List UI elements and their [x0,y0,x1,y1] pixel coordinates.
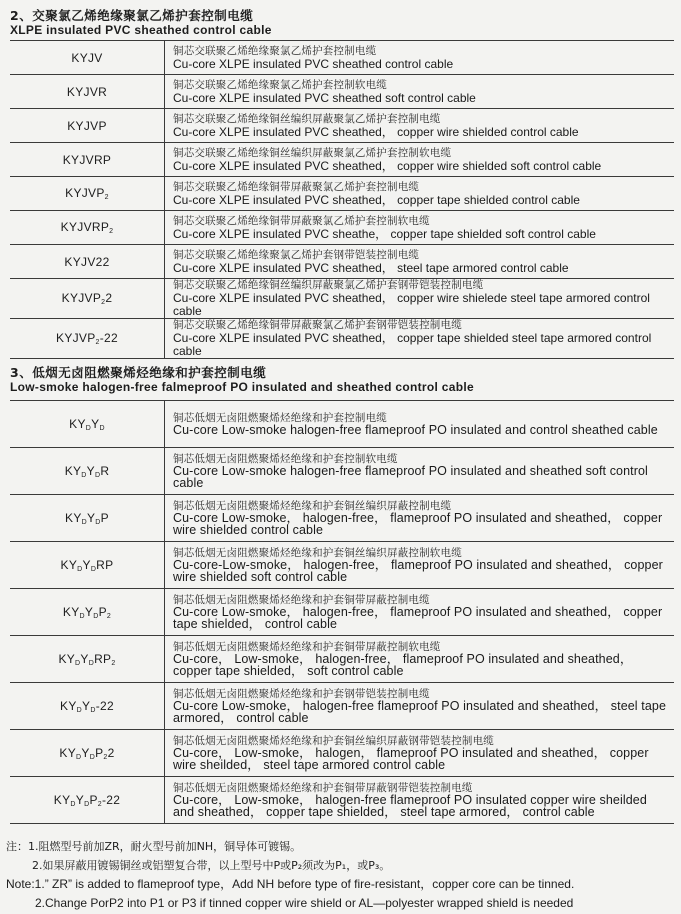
description [165,448,675,495]
description [165,542,675,589]
table-row [10,319,674,359]
table-row [10,75,674,109]
model-code-text: $KY_DY_DR$ [64,463,110,479]
description-en: Cu-core XLPE insulated PVC sheathed， copper tape shielded control cable [173,192,580,207]
section3-table [10,400,674,824]
model-code-text: $KY_DY_DRP$ [60,557,114,573]
model-code [10,448,165,495]
table-row [10,495,674,542]
model-code [10,401,165,448]
table-row [10,589,674,636]
description [165,245,675,279]
table-row [10,41,674,75]
description-cn: 铜芯交联聚乙烯绝缘铜带屏蔽聚氯乙烯护套控制软电缆 [173,214,430,227]
description [165,177,675,211]
description [165,777,675,824]
model-code [10,143,165,177]
description [165,41,675,75]
table-row [10,448,674,495]
table-row [10,401,674,448]
description-cn: 铜芯低烟无卤阻燃聚烯烃绝缘和护套铜带屏蔽控制电缆 [173,593,430,606]
description-en: Cu-core， Low-smoke， halogen， flameproof PO insulated and sheathed， copper wire sheilded， steel tape armored control cable [173,745,649,773]
description [165,143,675,177]
note-cn-2: 2.如果屏蔽用镀锡铜丝或铝塑复合带，以上型号中P或P₂须改为P₁，或P₃。 [32,859,391,872]
model-code [10,319,165,359]
note-en-2: 2.Change PorP2 into P1 or P3 if tinned copper wire shield or AL—polyester wrapped shield is needed [35,896,574,910]
table-row [10,211,674,245]
note-en-1: Note:1.” ZR” is added to flameproof type，Add NH before type of fire-resistant，copper core can be tinned. [6,877,575,891]
table-row [10,109,674,143]
model-code [10,636,165,683]
model-code-text: $KY_DY_D$ [69,416,105,432]
description [165,319,675,359]
model-code [10,245,165,279]
description [165,589,675,636]
table-row [10,683,674,730]
model-code-text: $KY_DY_DP$ [65,510,109,526]
description-cn: 铜芯交联聚乙烯绝缘铜丝编织屏蔽聚氯乙烯护套钢带铠装控制电缆 [173,279,484,291]
model-code [10,589,165,636]
description-cn: 铜芯低烟无卤阻燃聚烯烃绝缘和护套铜丝编织屏蔽控制电缆 [173,499,452,512]
description-en: Cu-core XLPE insulated PVC sheathed， copper tape shielded steel tape armored control cable [173,331,652,358]
description-cn: 铜芯低烟无卤阻燃聚烯烃绝缘和护套控制电缆 [173,411,387,424]
model-code [10,683,165,730]
table-row [10,177,674,211]
description-en: Cu-core Low-smoke， halogen-free， flameproof PO insulated and sheathed， copper tape shielded， control cable [173,604,663,632]
model-code [10,777,165,824]
model-code-text: KYJVRP [62,152,112,167]
description-en: Cu-core XLPE insulated PVC sheathed， steel tape armored control cable [173,260,569,275]
description-en: Cu-core Low-smoke， halogen-free， flameproof PO insulated and sheathed， copper wire shielded control cable [173,510,663,538]
model-code-text: $KYJVRP_2$ [60,220,114,235]
description [165,730,675,777]
section3-title-cn: 3、低烟无卤阻燃聚烯烃绝缘和护套控制电缆 [10,365,267,380]
description-cn: 铜芯低烟无卤阻燃聚烯烃绝缘和护套铜带屏蔽钢带铠装控制电缆 [173,781,473,794]
description-cn: 铜芯交联聚乙烯绝缘铜丝编织屏蔽聚氯乙烯护套控制电缆 [173,112,441,125]
table-row [10,143,674,177]
table-row [10,542,674,589]
model-code-text: KYJVP [67,118,107,133]
model-code [10,542,165,589]
model-code [10,730,165,777]
model-code [10,177,165,211]
description-en: Cu-core XLPE insulated PVC sheathed， copper wire shielded soft control cable [173,158,602,173]
description [165,211,675,245]
description-en: Cu-core XLPE insulated PVC sheathed soft control cable [173,90,476,105]
description-cn: 铜芯低烟无卤阻燃聚烯烃绝缘和护套铜丝编织屏蔽钢带铠装控制电缆 [173,734,494,747]
description-en: Cu-core XLPE insulated PVC sheathed， copper wire shielede steel tape armored control cable [173,291,650,318]
model-code [10,109,165,143]
description-en: Cu-core XLPE insulated PVC sheathed control cable [173,56,454,71]
description-cn: 铜芯交联聚乙烯绝缘聚氯乙烯护套控制软电缆 [173,78,387,91]
description-cn: 铜芯交联聚乙烯绝缘铜丝编织屏蔽聚氯乙烯护套控制软电缆 [173,146,452,159]
model-code [10,75,165,109]
description [165,636,675,683]
description-cn: 铜芯交联聚乙烯绝缘铜带屏蔽聚氯乙烯护套控制电缆 [173,180,420,193]
description-en: Cu-core-Low-smoke， halogen-free， flameproof PO insulated and sheathed， copper wire shielded soft control cable [173,557,663,585]
notes [6,837,676,913]
model-code-text: $KYJVP_22$ [61,291,113,306]
section2-table [10,40,674,359]
description-en: Cu-core Low-smoke halogen-free flameproof PO insulated and control sheathed cable [173,423,658,437]
model-code-text: $KYJVP_2$ [65,186,109,201]
model-code [10,279,165,319]
description-en: Cu-core XLPE insulated PVC sheathe， copper tape shielded soft control cable [173,226,596,241]
table-row [10,279,674,319]
model-code-text: $KY_DY_DRP_2$ [58,651,116,667]
description [165,279,675,319]
description-en: Cu-core Low-smoke， halogen-free flameproof PO insulated and sheathed， steel tape armored， control cable [173,698,666,726]
note-cn-1: 注：1.阻燃型号前加ZR，耐火型号前加NH，铜导体可镀锡。 [6,840,302,853]
table-row [10,245,674,279]
description [165,75,675,109]
model-code-text: $KY_DY_DP_2-22$ [53,792,121,808]
model-code [10,41,165,75]
table-row [10,777,674,824]
description-en: Cu-core， Low-smoke， halogen-free， flameproof PO insulated and sheathed， copper tape shielded， soft control cable [173,651,633,679]
description [165,401,675,448]
model-code-text: $KY_DY_DP_22$ [59,745,115,761]
model-code-text: KYJV22 [64,254,110,269]
description-cn: 铜芯低烟无卤阻燃聚烯烃绝缘和护套铜带屏蔽控制软电缆 [173,640,441,653]
description-en: Cu-core Low-smoke halogen-free flameproof PO insulated and sheathed soft control cable [173,463,648,491]
description-en: Cu-core， Low-smoke， halogen-free flameproof PO insulated copper wire sheilded and sheathed， copper tape shielded， steel tape armored， control cable [173,792,647,820]
model-code-text: KYJV [71,50,103,65]
table-row [10,730,674,777]
model-code-text: $KY_DY_DP_2$ [62,604,112,620]
description-cn: 铜芯交联聚乙烯绝缘聚氯乙烯护套钢带铠装控制电缆 [173,248,420,261]
description-cn: 铜芯低烟无卤阻燃聚烯烃绝缘和护套控制软电缆 [173,452,398,465]
description-cn: 铜芯低烟无卤阻燃聚烯烃绝缘和护套钢带铠装控制电缆 [173,687,430,700]
description [165,109,675,143]
description-cn: 铜芯低烟无卤阻燃聚烯烃绝缘和护套铜丝编织屏蔽控制软电缆 [173,546,462,559]
section2-title-en: XLPE insulated PVC sheathed control cable [10,23,272,37]
model-code [10,495,165,542]
table-row [10,636,674,683]
description-en: Cu-core XLPE insulated PVC sheathed， copper wire shielded control cable [173,124,579,139]
section2-title-cn: 2、交聚氯乙烯绝缘聚氯乙烯护套控制电缆 [10,8,254,23]
description-cn: 铜芯交联聚乙烯绝缘铜带屏蔽聚氯乙烯护套钢带铠装控制电缆 [173,319,462,331]
description-cn: 铜芯交联聚乙烯绝缘聚氯乙烯护套控制电缆 [173,44,377,57]
section3-title-en: Low-smoke halogen-free falmeproof PO insulated and sheathed control cable [10,380,474,394]
model-code-text: KYJVR [66,84,108,99]
model-code-text: $KY_DY_D-22$ [60,698,114,714]
description [165,495,675,542]
model-code [10,211,165,245]
description [165,683,675,730]
model-code-text: $KYJVP_2-22$ [56,331,118,346]
